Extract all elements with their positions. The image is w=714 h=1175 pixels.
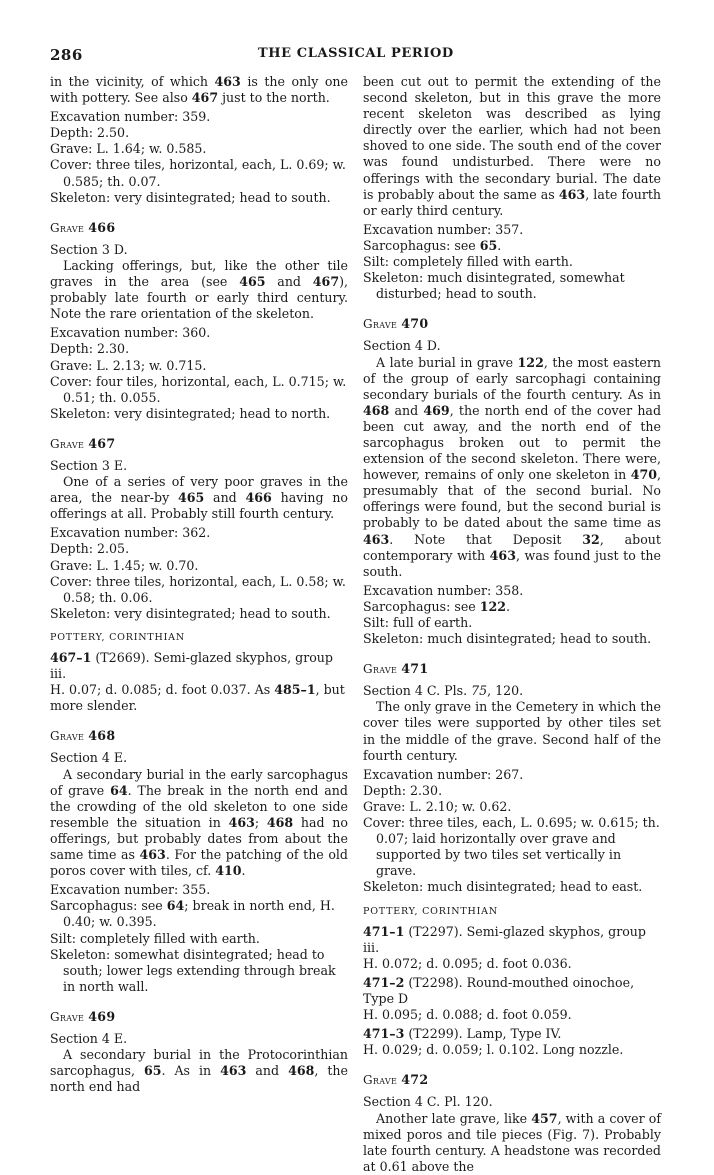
g466-cover: Cover: four tiles, horizontal, each, L. 0.715; w. 0.51; th. 0.055. — [50, 373, 347, 405]
g471-excavation: Excavation number: 267. — [363, 766, 524, 782]
g468-excavation: Excavation number: 355. — [50, 882, 211, 898]
g471-skeleton: Skeleton: much disintegrated; head to east. — [363, 879, 643, 895]
g468-skeleton: Skeleton: somewhat disintegrated; head to south; lower legs extending through break in north wall. — [50, 946, 336, 994]
g466-skeleton: Skeleton: very disintegrated; head to north. — [50, 405, 331, 421]
g465-grave: Grave: L. 1.64; w. 0.585. — [50, 141, 207, 157]
g467-item-dims: H. 0.07; d. 0.085; d. foot 0.037. As 485–1, but more slender. — [50, 682, 345, 714]
intro-paragraph: in the vicinity, of which 463 is the only one with pottery. See also 467 just to the north. — [50, 74, 348, 106]
page-number: 286 — [50, 46, 83, 64]
g470-skeleton: Skeleton: much disintegrated; head to south. — [363, 631, 652, 647]
grave-469-description-cont: been cut out to permit the extending of the second skeleton, but in this grave the more recent skeleton was described as lying directly over the earlier, which had not been shoved to one side. The south end of the cover was found undisturbed. There were no offerings with the secondary burial. The date is probably about the same as 463, late fourth or early third century. — [363, 74, 662, 218]
g467-skeleton: Skeleton: very disintegrated; head to south. — [50, 605, 331, 621]
g469-excavation: Excavation number: 357. — [363, 221, 524, 237]
grave-471-heading: Grave 471 — [363, 661, 429, 677]
grave-466-section: Section 3 D. — [50, 241, 128, 257]
g470-sarcophagus: Sarcophagus: see 122. — [363, 598, 511, 614]
g468-silt: Silt: completely filled with earth. — [50, 930, 260, 946]
g467-excavation: Excavation number: 362. — [50, 525, 211, 541]
g467-grave: Grave: L. 1.45; w. 0.70. — [50, 557, 199, 573]
g471-pottery-label: POTTERY, CORINTHIAN — [363, 905, 498, 917]
right-column — [363, 74, 661, 1175]
g471-item-3-dims: H. 0.029; d. 0.059; l. 0.102. Long nozzle. — [363, 1042, 624, 1058]
g471-cover: Cover: three tiles, each, L. 0.695; w. 0.615; th. 0.07; laid horizontally over grave and supported by two tiles set vertically in grave. — [363, 815, 660, 879]
g471-item-2-dims: H. 0.095; d. 0.088; d. foot 0.059. — [363, 1007, 572, 1023]
grave-469-heading: Grave 469 — [50, 1008, 116, 1024]
grave-469-section: Section 4 E. — [50, 1030, 128, 1046]
grave-470-description: A late burial in grave 122, the most eastern of the group of early sarcophagi containing secondary burials of the fourth century. As in 468 and 469, the north end of the cover had been cut away, and the north end of the sarcophagus broken out to permit the extension of the second skeleton. There were, however, remains of only one skeleton in 470, presumably that of the second burial. No offerings were found, but the second burial is probably to be dated about the same time as 463. Note that Deposit 32, about contemporary with 463, was found just to the south. — [363, 354, 662, 579]
grave-467-description: One of a series of very poor graves in the area, the near-by 465 and 466 having no offerings at all. Probably still fourth century. — [50, 474, 349, 522]
g469-skeleton: Skeleton: much disintegrated, somewhat disturbed; head to south. — [363, 270, 625, 302]
g468-sarcophagus: Sarcophagus: see 64; break in north end, H. 0.40; w. 0.395. — [50, 898, 335, 930]
g471-depth: Depth: 2.30. — [363, 782, 443, 798]
g470-excavation: Excavation number: 358. — [363, 582, 524, 598]
grave-472-description: Another late grave, like 457, with a cover of mixed poros and tile pieces (Fig. 7). Probably late fourth century. A headstone was recorded at 0.61 above the — [363, 1110, 661, 1174]
grave-472-section: Section 4 C. Pl. 120. — [363, 1094, 493, 1110]
grave-466-description: Lacking offerings, but, like the other tile graves in the area (see 465 and 467), probably late fourth or early third century. Note the rare orientation of the skeleton. — [50, 257, 349, 322]
grave-466-heading: Grave 466 — [50, 219, 116, 235]
g466-excavation: Excavation number: 360. — [50, 325, 211, 341]
g470-silt: Silt: full of earth. — [363, 615, 473, 630]
grave-469-description: A secondary burial in the Protocorinthian sarcophagus, 65. As in 463 and 468, the north end had — [50, 1047, 348, 1095]
grave-467-heading: Grave 467 — [50, 435, 116, 451]
g471-item-2: 471–2 (T2298). Round-mouthed oinochoe, Type D — [363, 974, 635, 1006]
g467-pottery-label: POTTERY, CORINTHIAN — [50, 631, 185, 643]
g469-silt: Silt: completely filled with earth. — [363, 254, 573, 270]
g471-item-3: 471–3 (T2299). Lamp, Type IV. — [363, 1026, 562, 1042]
g471-grave: Grave: L. 2.10; w. 0.62. — [363, 798, 512, 814]
g467-cover: Cover: three tiles, horizontal, each, L. 0.58; w. 0.58; th. 0.06. — [50, 573, 346, 605]
g467-item: 467–1 (T2669). Semi-glazed skyphos, group iii. — [50, 650, 333, 682]
left-column — [50, 74, 348, 1095]
g469-sarcophagus: Sarcophagus: see 65. — [363, 237, 502, 253]
g471-item-1: 471–1 (T2297). Semi-glazed skyphos, group iii. — [363, 923, 646, 955]
g465-skeleton: Skeleton: very disintegrated; head to south. — [50, 189, 331, 205]
grave-468-heading: Grave 468 — [50, 728, 116, 744]
running-title: THE CLASSICAL PERIOD — [258, 46, 454, 61]
grave-468-section: Section 4 E. — [50, 750, 128, 766]
grave-472-heading: Grave 472 — [363, 1072, 429, 1088]
g465-depth: Depth: 2.50. — [50, 125, 130, 141]
g467-depth: Depth: 2.05. — [50, 541, 130, 557]
grave-470-section: Section 4 D. — [363, 338, 441, 354]
g465-cover: Cover: three tiles, horizontal, each, L. 0.69; w. 0.585; th. 0.07. — [50, 157, 346, 189]
g471-item-1-dims: H. 0.072; d. 0.095; d. foot 0.036. — [363, 955, 572, 971]
g466-grave: Grave: L. 2.13; w. 0.715. — [50, 357, 207, 373]
grave-467-section: Section 3 E. — [50, 457, 128, 473]
grave-471-section: Section 4 C. Pls. 75, 120. — [363, 683, 524, 699]
grave-468-description: A secondary burial in the early sarcophagus of grave 64. The break in the north end and the crowding of the old skeleton to one side resemble the situation in 463; 468 had no offerings, but probably dates from about the same time as 463. For the patching of the old poros cover with tiles, cf. 410. — [50, 766, 348, 879]
g465-excavation: Excavation number: 359. — [50, 109, 211, 125]
grave-471-description: The only grave in the Cemetery in which the cover tiles were supported by other tiles set in the middle of the grave. Second half of the fourth century. — [363, 699, 661, 763]
g466-depth: Depth: 2.30. — [50, 341, 130, 357]
grave-470-heading: Grave 470 — [363, 316, 429, 332]
